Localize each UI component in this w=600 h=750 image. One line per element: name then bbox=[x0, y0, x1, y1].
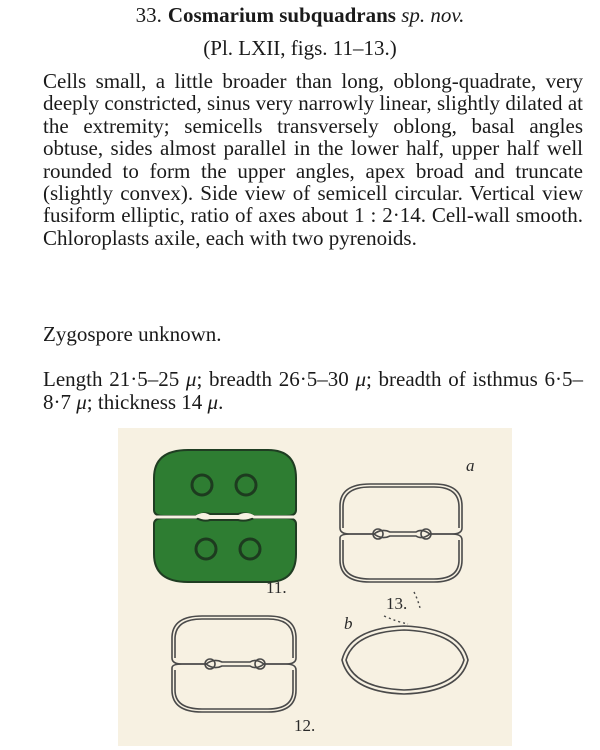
fig13a-label: a bbox=[466, 456, 475, 475]
mu-symbol: μ bbox=[185, 367, 197, 391]
plate-drawings bbox=[118, 428, 512, 746]
fig13-label: 13. bbox=[386, 594, 408, 613]
mu-symbol: μ bbox=[355, 367, 366, 391]
fig13b-label: b bbox=[344, 614, 353, 633]
plate-reference: (Pl. LXII, figs. 11–13.) bbox=[203, 36, 397, 60]
fig12-cell-drawing bbox=[172, 616, 296, 712]
species-heading bbox=[0, 2, 600, 28]
fig13a-cell-drawing bbox=[340, 484, 462, 582]
description-paragraph bbox=[43, 70, 583, 249]
measure-breadth: ; breadth 26·5–30 bbox=[196, 367, 356, 391]
measure-end: . bbox=[218, 390, 224, 414]
species-qualifier: sp. nov. bbox=[401, 3, 465, 27]
mu-symbol: μ bbox=[76, 390, 87, 414]
species-number: 33. bbox=[135, 3, 162, 27]
fig13b-vertical-view-drawing bbox=[342, 626, 468, 694]
fig11-label: 11. bbox=[266, 578, 287, 597]
mu-symbol: μ bbox=[207, 390, 219, 414]
measure-thickness: ; thickness 14 bbox=[86, 390, 208, 414]
figure-plate bbox=[118, 428, 512, 746]
species-name: Cosmarium subquadrans bbox=[167, 3, 396, 27]
zygospore-note: Zygospore unknown. bbox=[43, 322, 222, 346]
fig12-label: 12. bbox=[294, 716, 316, 735]
measurements-line bbox=[43, 368, 583, 414]
measure-isthmus: ; breadth of isthmus 6·5–8·7 bbox=[43, 367, 584, 414]
fig11-cell-drawing bbox=[154, 450, 296, 582]
measure-length: Length 21·5–25 bbox=[43, 367, 186, 391]
description-text: Cells small, a little broader than long, oblong-quadrate, very deeply constricted, sinus very narrowly linear, slightly dilated at the extremity; semicells transversely oblong, basal angles obtuse, sides almost parallel in the lower half, upper half well rounded to form the upper angles, apex broad and truncate (slightly convex). Side view of semicell circular. Vertical view fusiform elliptic, ratio of axes about 1 : 2·14. Cell-wall smooth. Chloroplasts axile, each with two pyrenoids. bbox=[43, 69, 583, 250]
